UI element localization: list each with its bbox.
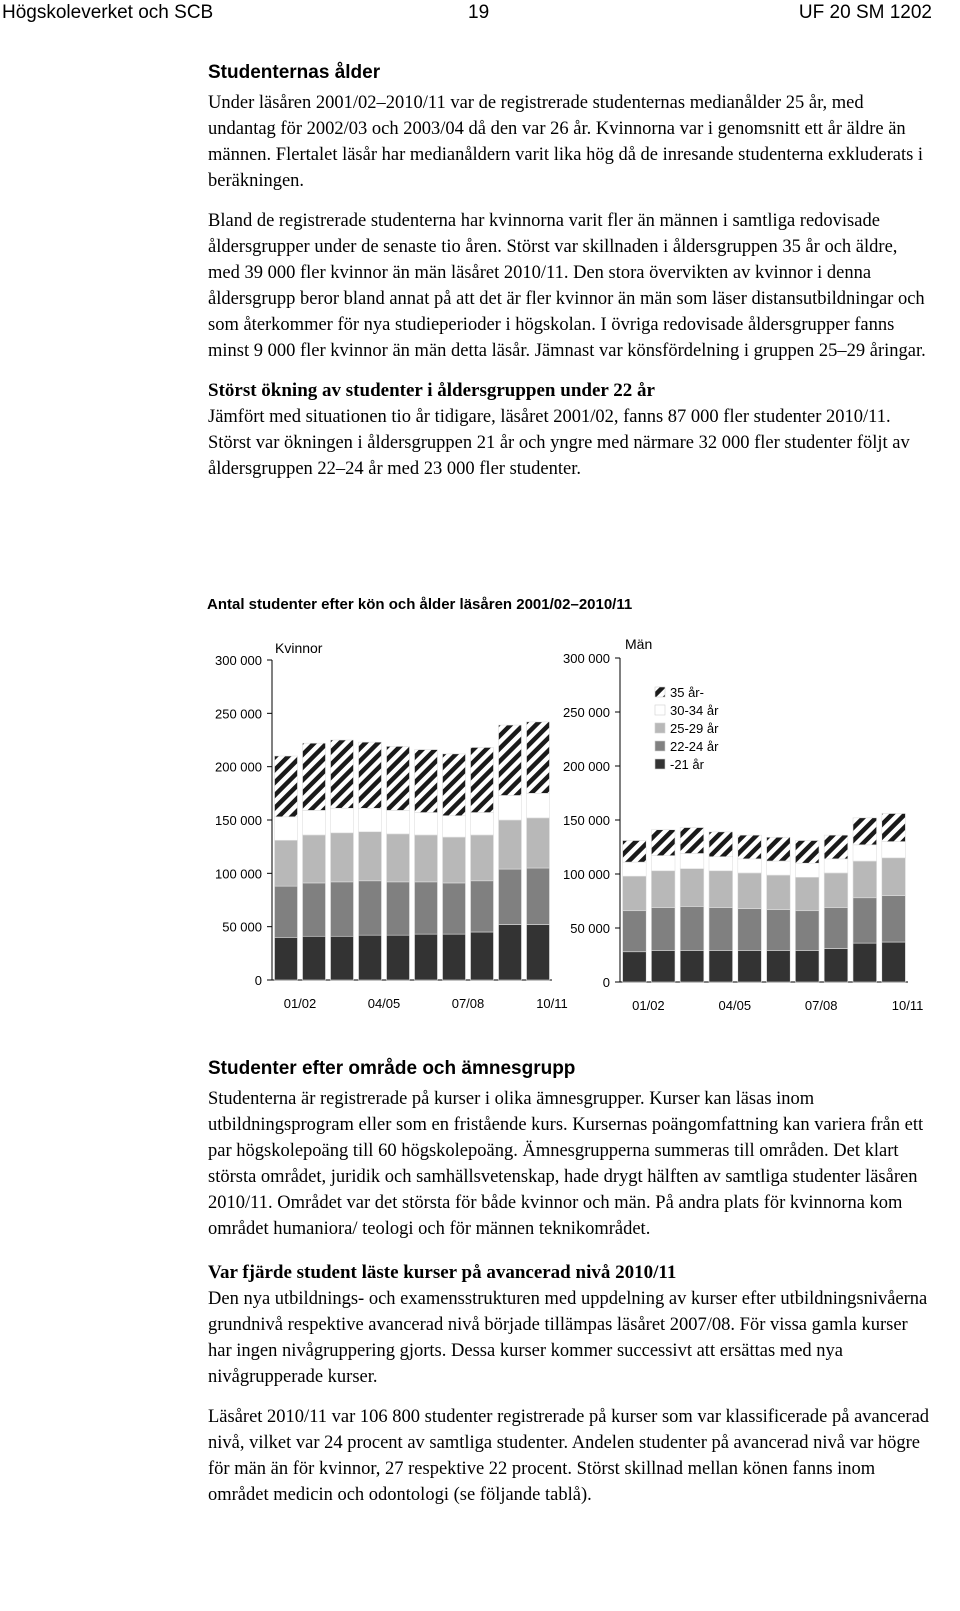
bar-segment xyxy=(824,873,848,908)
paragraph-subject: Studenterna är registrerade på kurser i olika ämnesgrupper. Kurser kan läsas inom utbildningsprogram eller som en fristående kurs. Kursernas poängomfattning kan variera från ett par högskolepoäng till 60 högskolepoäng. Ämnesgrupperna summeras till områden. Det klart största området, juridik och samhällsvetenskap, hade drygt hälften av samtliga studenter läsåren 2010/11. Området var det största för både kvinnor och män. På andra plats för kvinnorna kom området humaniora/ teologi och för männen teknikområdet. xyxy=(208,1089,924,1239)
x-tick-label: 04/05 xyxy=(718,998,752,1013)
bar-segment xyxy=(359,742,382,808)
bar-segment xyxy=(623,952,647,982)
chart-title: Antal studenter efter kön och ålder läsåren 2001/02–2010/11 xyxy=(207,596,633,613)
bar-segment xyxy=(303,810,326,835)
panel-label: Män xyxy=(625,636,653,652)
bar-segment xyxy=(527,868,550,925)
bar-segment xyxy=(795,911,819,951)
bar-segment xyxy=(853,845,877,861)
bar-segment xyxy=(651,951,675,982)
bar-segment xyxy=(623,911,647,952)
legend-swatch xyxy=(655,723,665,733)
bar-segment xyxy=(471,813,494,835)
bar-segment xyxy=(738,909,762,951)
legend-swatch xyxy=(655,759,665,769)
y-tick-label: 50 000 xyxy=(222,919,262,935)
legend-label: 30-34 år xyxy=(670,703,719,718)
bar-segment xyxy=(680,906,704,950)
legend-label: -21 år xyxy=(670,757,704,772)
bar-segment xyxy=(471,932,494,980)
bar-segment xyxy=(275,817,298,840)
bar-segment xyxy=(527,925,550,980)
bar-segment xyxy=(387,882,410,935)
x-tick-label: 01/02 xyxy=(632,998,665,1013)
y-tick-label: 200 000 xyxy=(215,759,262,775)
bar-segment xyxy=(415,750,438,813)
section-subject-area xyxy=(208,1056,930,1508)
bar-segment xyxy=(882,814,906,842)
x-tick-label: 01/02 xyxy=(283,996,317,1011)
bar-segment xyxy=(767,910,791,951)
bar-segment xyxy=(331,833,354,882)
bar-segment xyxy=(303,883,326,936)
paragraph-median-age: Under läsåren 2001/02–2010/11 var de registrerade studenternas medianålder 25 år, med undantag för 2002/03 och 2003/04 då den var 26 år. Kvinnorna var i genomsnitt ett år äldre än männen. Flertalet läsår har medianåldern varit lika hög då de inresande studenterna exkluderats i beräkningen. xyxy=(208,93,924,191)
bar-segment xyxy=(767,875,791,910)
legend-swatch xyxy=(655,741,665,751)
bar-segment xyxy=(882,858,906,896)
bar-segment xyxy=(709,951,733,982)
section-title-increase: Störst ökning av studenter i åldersgruppen under 22 år xyxy=(208,380,655,401)
bar-segment xyxy=(415,934,438,980)
bar-segment xyxy=(443,934,466,980)
bar-segment xyxy=(471,881,494,932)
bar-segment xyxy=(795,951,819,982)
bar-segment xyxy=(331,882,354,936)
panel-label: Kvinnor xyxy=(275,640,323,656)
bar-segment xyxy=(623,876,647,911)
paragraph-advanced-share: Läsåret 2010/11 var 106 800 studenter registrerade på kurser som var klassificerade på avancerad nivå, vilket var 24 procent av samtliga studenter. Andelen studenter på avancerad nivå var högre för män än för kvinnor, 27 respektive 22 procent. Störst skillnad mellan könen fanns inom området medicin och odontologi (se följande tablå). xyxy=(208,1407,930,1505)
bar-segment xyxy=(709,857,733,871)
bar-segment xyxy=(359,832,382,881)
bar-segment xyxy=(651,830,675,856)
report-id: UF 20 SM 1202 xyxy=(798,2,932,23)
page-number: 19 xyxy=(468,2,490,23)
legend-label: 25-29 år xyxy=(670,721,719,736)
bar-segment xyxy=(709,907,733,950)
bar-segment xyxy=(824,859,848,873)
section-title-age: Studenternas ålder xyxy=(208,62,381,83)
bar-segment xyxy=(499,795,522,820)
bar-segment xyxy=(623,841,647,863)
bar-segment xyxy=(471,835,494,881)
paragraph-advanced-structure: Den nya utbildnings- och examensstrukturen med uppdelning av kurser efter utbildningsnivåerna grundnivå respektive avancerad nivå började tillämpas läsåret 2007/08. För vissa gamla kurser har ingen nivågruppering gjorts. Dessa kurser kommer successivt att ersättas med nya nivågrupperade kurser. xyxy=(208,1289,928,1387)
header-publisher: Högskoleverket och SCB xyxy=(2,2,214,23)
bar-segment xyxy=(387,746,410,810)
bar-segment xyxy=(443,883,466,934)
bar-segment xyxy=(882,842,906,858)
bar-segment xyxy=(359,881,382,935)
bar-segment xyxy=(527,818,550,868)
bar-segment xyxy=(443,816,466,837)
bar-segment xyxy=(795,877,819,910)
bar-segment xyxy=(387,834,410,882)
bar-segment xyxy=(471,747,494,812)
bar-segment xyxy=(824,835,848,859)
y-tick-label: 150 000 xyxy=(563,813,610,828)
bar-segment xyxy=(331,808,354,833)
y-tick-label: 200 000 xyxy=(563,759,610,774)
section-student-age xyxy=(208,60,930,482)
bar-segment xyxy=(527,722,550,793)
bar-segment xyxy=(680,951,704,982)
bar-segment xyxy=(415,882,438,934)
bar-segment xyxy=(767,861,791,875)
bar-segment xyxy=(415,813,438,835)
bar-segment xyxy=(795,841,819,864)
bar-segment xyxy=(303,743,326,810)
y-tick-label: 100 000 xyxy=(563,867,610,882)
bar-segment xyxy=(853,861,877,898)
bar-segment xyxy=(882,896,906,942)
legend-swatch xyxy=(655,705,665,715)
stacked-bar-chart xyxy=(200,625,924,1020)
bar-segment xyxy=(443,837,466,883)
x-tick-label: 07/08 xyxy=(804,998,838,1013)
bar-segment xyxy=(499,925,522,980)
bar-segment xyxy=(651,871,675,908)
bar-segment xyxy=(275,840,298,886)
y-tick-label: 0 xyxy=(254,973,262,988)
bar-segment xyxy=(853,898,877,943)
bar-segment xyxy=(303,936,326,980)
legend-label: 35 år- xyxy=(670,685,704,700)
y-tick-label: 300 000 xyxy=(563,651,610,666)
legend-label: 22-24 år xyxy=(670,739,719,754)
bar-segment xyxy=(738,873,762,909)
bar-segment xyxy=(443,754,466,816)
bar-segment xyxy=(709,832,733,857)
y-tick-label: 250 000 xyxy=(563,705,610,720)
bar-segment xyxy=(387,935,410,980)
bar-segment xyxy=(331,936,354,980)
y-tick-label: 100 000 xyxy=(215,866,262,882)
bar-segment xyxy=(499,869,522,924)
bar-segment xyxy=(824,949,848,982)
bar-segment xyxy=(499,820,522,869)
bar-segment xyxy=(795,863,819,877)
x-tick-label: 10/11 xyxy=(891,998,924,1013)
bar-segment xyxy=(738,859,762,873)
y-tick-label: 0 xyxy=(602,975,610,990)
bar-segment xyxy=(853,818,877,845)
paragraph-increase: Jämfört med situationen tio år tidigare, läsåret 2001/02, fanns 87 000 fler studenter 2010/11. Störst var ökningen i åldersgruppen 21 år och yngre med närmare 32 000 fler studenter följt av åldersgruppen 22–24 år med 23 000 fler studenter. xyxy=(208,407,910,479)
bar-segment xyxy=(303,835,326,883)
y-tick-label: 250 000 xyxy=(215,706,262,722)
bar-segment xyxy=(623,862,647,876)
y-tick-label: 150 000 xyxy=(215,813,262,828)
bar-segment xyxy=(680,828,704,854)
section-title-subject: Studenter efter område och ämnesgrupp xyxy=(208,1058,576,1079)
bar-segment xyxy=(331,740,354,808)
bar-segment xyxy=(275,937,298,980)
bar-segment xyxy=(738,835,762,859)
bar-segment xyxy=(824,907,848,948)
bar-segment xyxy=(359,935,382,980)
bar-segment xyxy=(709,871,733,908)
bar-segment xyxy=(359,808,382,831)
y-tick-label: 50 000 xyxy=(570,921,610,936)
legend-swatch xyxy=(655,687,665,697)
section-title-advanced: Var fjärde student läste kurser på avancerad nivå 2010/11 xyxy=(208,1262,677,1283)
bar-segment xyxy=(767,951,791,982)
bar-segment xyxy=(738,951,762,982)
x-tick-label: 04/05 xyxy=(367,996,401,1011)
bar-segment xyxy=(882,942,906,982)
bar-segment xyxy=(680,853,704,868)
bar-segment xyxy=(680,869,704,907)
paragraph-gender-groups: Bland de registrerade studenterna har kvinnorna varit fler än männen i samtliga redovisade åldersgrupper under de senaste tio åren. Störst var skillnaden i åldersgruppen 35 år och äldre, med 39 000 fler kvinnor än män läsåret 2010/11. Den stora övervikten av kvinnor i denna åldersgrupp beror bland annat på att det är fler kvinnor än män som läser distansutbildningar och som återkommer för nya studieperioder i högskolan. I övriga redovisade åldersgrupper fanns minst 9 000 fler kvinnor än män detta läsår. Jämnast var könsfördelning i gruppen 25–29 åringar. xyxy=(208,211,926,361)
bar-segment xyxy=(767,837,791,861)
x-tick-label: 10/11 xyxy=(536,996,568,1011)
bar-segment xyxy=(651,907,675,950)
bar-segment xyxy=(387,810,410,833)
bar-segment xyxy=(275,886,298,937)
bar-segment xyxy=(651,856,675,871)
x-tick-label: 07/08 xyxy=(451,996,485,1011)
bar-segment xyxy=(853,943,877,982)
bar-segment xyxy=(275,756,298,817)
bar-segment xyxy=(527,793,550,818)
y-tick-label: 300 000 xyxy=(215,653,262,668)
bar-segment xyxy=(499,725,522,795)
bar-segment xyxy=(415,835,438,882)
